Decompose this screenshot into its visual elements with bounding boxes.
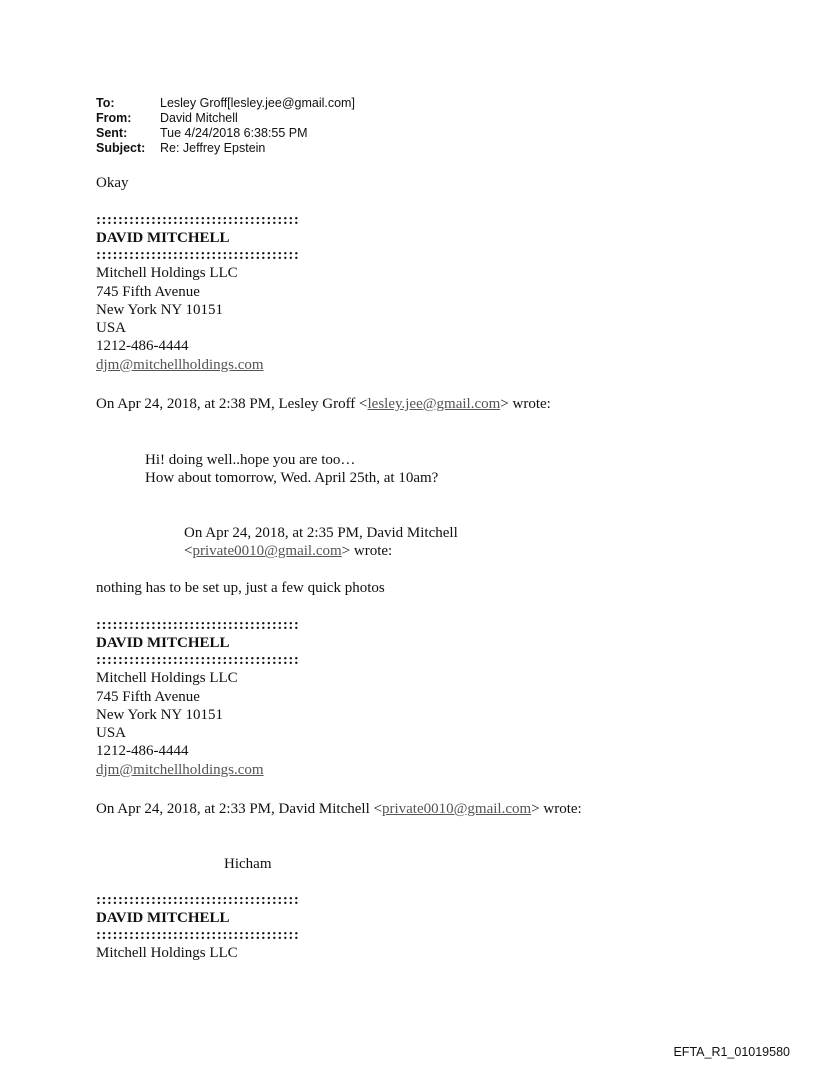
signature-company: Mitchell Holdings LLC [96,945,238,962]
email-header [96,96,355,156]
sent-row [96,126,355,141]
signature-email-link[interactable]: djm@mitchellholdings.com [96,761,264,778]
subject-row [96,141,355,156]
quote1-header [96,395,551,413]
to-value: Lesley Groff[lesley.jee@gmail.com] [160,96,355,110]
lesley-line2: How about tomorrow, Wed. April 25th, at 10am? [145,470,439,487]
subject-value: Re: Jeffrey Epstein [160,141,266,155]
signature-company: Mitchell Holdings LLC [96,670,238,687]
quote3-prefix: On Apr 24, 2018, at 2:33 PM, David Mitchell < [96,801,382,817]
signature-block [96,892,299,963]
to-label: To: [96,96,115,110]
reply-text: Okay [96,175,129,191]
signature-name: DAVID MITCHELL [96,635,230,651]
signature-phone: 1212-486-4444 [96,743,189,760]
quote2-email-link[interactable]: private0010@gmail.com [192,543,342,560]
quote1-prefix: On Apr 24, 2018, at 2:38 PM, Lesley Groff < [96,396,368,412]
quote3-email-link[interactable]: private0010@gmail.com [381,801,532,817]
signature-address2: New York NY 10151 [96,706,223,723]
quote3-suffix: > wrote: [531,801,582,817]
lesley-message [145,451,438,488]
signature-block [96,212,299,374]
signature-phone: 1212-486-4444 [96,338,189,355]
from-label: From: [96,111,132,125]
message-3: Hicham [224,856,272,872]
quote2-suffix: > wrote: [341,543,393,560]
quote2-prefix: < [184,543,193,560]
signature-country: USA [96,320,127,337]
signature-name: DAVID MITCHELL [96,230,230,246]
quote2-header [184,524,458,561]
signature-name: DAVID MITCHELL [96,910,230,926]
signature-dots-bottom: ::::::::::::::::::::::::::::::::::::: [96,247,300,264]
quote3-header [96,800,582,818]
from-row [96,111,355,126]
signature-dots-bottom: ::::::::::::::::::::::::::::::::::::: [96,927,300,944]
signature-dots-bottom: ::::::::::::::::::::::::::::::::::::: [96,652,300,669]
signature-email-link[interactable]: djm@mitchellholdings.com [96,356,264,373]
quote2-line1: On Apr 24, 2018, at 2:35 PM, David Mitchell [184,525,458,541]
signature-dots-top: ::::::::::::::::::::::::::::::::::::: [96,212,300,228]
signature-company: Mitchell Holdings LLC [96,265,238,282]
sent-label: Sent: [96,126,128,140]
lesley-line1: Hi! doing well..hope you are too… [145,452,356,468]
quote1-suffix: > wrote: [500,396,551,412]
signature-address1: 745 Fifth Avenue [96,688,200,705]
signature-country: USA [96,725,127,742]
signature-dots-top: ::::::::::::::::::::::::::::::::::::: [96,617,300,633]
message-2: nothing has to be set up, just a few quick photos [96,580,385,596]
from-value: David Mitchell [160,111,238,125]
to-row [96,96,355,111]
signature-block [96,617,299,779]
document-id: EFTA_R1_01019580 [673,1045,790,1059]
quote1-email-link[interactable]: lesley.jee@gmail.com [367,396,501,412]
signature-address2: New York NY 10151 [96,301,223,318]
subject-label: Subject: [96,141,146,155]
signature-address1: 745 Fifth Avenue [96,283,200,300]
signature-dots-top: ::::::::::::::::::::::::::::::::::::: [96,892,300,908]
sent-value: Tue 4/24/2018 6:38:55 PM [160,126,308,140]
